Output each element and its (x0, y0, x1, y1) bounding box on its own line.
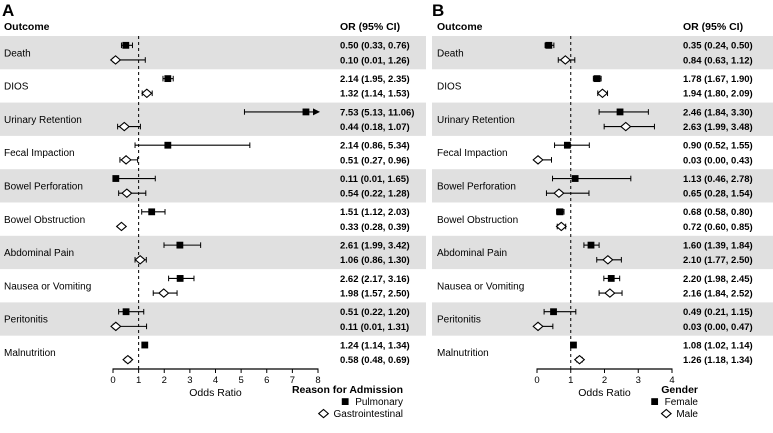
x-axis-tick-label: 3 (635, 375, 641, 386)
filled-square-marker (564, 142, 571, 149)
or-value: 0.33 (0.28, 0.39) (340, 221, 410, 233)
or-value: 0.51 (0.22, 1.20) (340, 307, 410, 319)
open-diamond-marker (662, 410, 672, 418)
or-value: 1.51 (1.12, 2.03) (340, 207, 410, 219)
filled-square-marker (572, 175, 579, 182)
filled-square-marker (176, 242, 183, 249)
or-value: 2.46 (1.84, 3.30) (683, 107, 753, 119)
x-axis-tick-label: 1 (568, 375, 574, 386)
filled-square-marker (303, 109, 310, 116)
open-diamond-marker (533, 156, 543, 164)
open-diamond-marker (121, 156, 131, 164)
filled-square-marker (148, 208, 155, 215)
filled-square-marker (177, 275, 184, 282)
open-diamond-marker (557, 222, 567, 230)
or-value: 1.24 (1.14, 1.34) (340, 340, 410, 352)
or-value: 2.62 (2.17, 3.16) (340, 273, 410, 285)
open-diamond-marker (117, 222, 127, 230)
or-value: 2.16 (1.84, 2.52) (683, 288, 753, 300)
or-value: 1.06 (0.86, 1.30) (340, 255, 410, 267)
x-axis-tick-label: 8 (315, 375, 321, 386)
or-value: 0.90 (0.52, 1.55) (683, 140, 753, 152)
filled-square-marker (164, 75, 171, 82)
or-column-header: OR (95% CI) (683, 21, 744, 33)
or-value: 1.60 (1.39, 1.84) (683, 240, 753, 252)
outcome-label: Urinary Retention (4, 114, 82, 126)
filled-square-marker (550, 308, 557, 315)
outcome-label: DIOS (4, 81, 29, 93)
outcome-label: Nausea or Vomiting (4, 281, 92, 293)
panel-b-forest-plot (430, 0, 773, 433)
filled-square-marker (608, 275, 615, 282)
outcome-column-header: Outcome (4, 21, 50, 33)
outcome-label: Bowel Perforation (437, 181, 516, 193)
outcome-column-header: Outcome (437, 21, 483, 33)
legend-entry-label: Male (676, 409, 698, 420)
open-diamond-marker (142, 89, 152, 97)
or-value: 0.50 (0.33, 0.76) (340, 40, 410, 52)
or-column-header: OR (95% CI) (340, 21, 401, 33)
panel-label: A (2, 1, 15, 20)
or-value: 0.68 (0.58, 0.80) (683, 207, 753, 219)
panel-label: B (432, 1, 445, 20)
filled-square-marker (617, 109, 624, 116)
outcome-label: Malnutrition (437, 347, 489, 359)
or-value: 1.94 (1.80, 2.09) (683, 88, 753, 100)
outcome-label: Bowel Obstruction (4, 214, 86, 226)
filled-square-marker (342, 398, 349, 405)
x-axis-tick-label: 4 (212, 375, 219, 386)
or-value: 2.14 (0.86, 5.34) (340, 140, 410, 152)
or-value: 0.10 (0.01, 1.26) (340, 55, 410, 67)
x-axis-tick-label: 0 (110, 375, 116, 386)
filled-square-marker (122, 42, 129, 49)
or-value: 1.98 (1.57, 2.50) (340, 288, 410, 300)
outcome-label: Malnutrition (4, 347, 56, 359)
or-value: 2.20 (1.98, 2.45) (683, 273, 753, 285)
filled-square-marker (141, 342, 148, 349)
x-axis-tick-label: 7 (289, 375, 296, 386)
or-value: 2.61 (1.99, 3.42) (340, 240, 410, 252)
or-value: 7.53 (5.13, 11.06) (340, 107, 415, 119)
or-value: 0.54 (0.22, 1.28) (340, 188, 410, 200)
filled-square-marker (651, 398, 658, 405)
outcome-label: Peritonitis (437, 314, 481, 326)
legend-entry-label: Female (664, 397, 698, 408)
outcome-label: Death (437, 48, 464, 60)
legend-entry-label: Pulmonary (355, 397, 403, 408)
or-value: 1.08 (1.02, 1.14) (683, 340, 753, 352)
or-value: 2.14 (1.95, 2.35) (340, 74, 410, 86)
or-value: 0.11 (0.01, 1.31) (340, 321, 410, 333)
x-axis-tick-label: 5 (238, 375, 244, 386)
or-value: 0.44 (0.18, 1.07) (340, 121, 410, 133)
x-axis-title: Odds Ratio (578, 387, 631, 399)
legend-entry-label: Gastrointestinal (333, 409, 403, 420)
open-diamond-marker (605, 289, 615, 297)
filled-square-marker (557, 208, 564, 215)
legend-title: Gender (661, 384, 698, 396)
or-value: 0.49 (0.21, 1.15) (683, 307, 753, 319)
outcome-label: DIOS (437, 81, 462, 93)
outcome-label: Death (4, 48, 31, 60)
open-diamond-marker (575, 356, 585, 364)
or-value: 0.72 (0.60, 0.85) (683, 221, 753, 233)
x-axis-tick-label: 1 (135, 375, 142, 386)
or-value: 0.84 (0.63, 1.12) (683, 55, 753, 67)
x-axis-tick-label: 2 (601, 375, 608, 386)
filled-square-marker (594, 75, 601, 82)
filled-square-marker (164, 142, 171, 149)
outcome-label: Bowel Obstruction (437, 214, 519, 226)
or-value: 2.63 (1.99, 3.48) (683, 121, 753, 133)
x-axis-tick-label: 2 (161, 375, 167, 386)
open-diamond-marker (319, 410, 329, 418)
or-value: 0.58 (0.48, 0.69) (340, 355, 410, 367)
filled-square-marker (545, 42, 552, 49)
outcome-label: Urinary Retention (437, 114, 515, 126)
or-value: 0.51 (0.27, 0.96) (340, 155, 410, 167)
x-axis-tick-label: 3 (187, 375, 193, 386)
or-value: 1.13 (0.46, 2.78) (683, 173, 753, 185)
open-diamond-marker (159, 289, 169, 297)
outcome-label: Peritonitis (4, 314, 48, 326)
or-value: 0.11 (0.01, 1.65) (340, 173, 410, 185)
or-value: 1.32 (1.14, 1.53) (340, 88, 410, 100)
outcome-label: Fecal Impaction (437, 148, 508, 160)
outcome-label: Abdominal Pain (4, 248, 75, 260)
x-axis-tick-label: 4 (669, 375, 675, 386)
outcome-label: Bowel Perforation (4, 181, 83, 193)
outcome-label: Abdominal Pain (437, 248, 508, 260)
open-diamond-marker (598, 89, 608, 97)
or-value: 0.03 (0.00, 0.43) (683, 155, 753, 167)
filled-square-marker (123, 308, 130, 315)
filled-square-marker (570, 342, 577, 349)
x-axis-tick-label: 6 (264, 375, 270, 386)
or-value: 1.26 (1.18, 1.34) (683, 355, 753, 367)
outcome-label: Nausea or Vomiting (437, 281, 525, 293)
x-axis-tick-label: 0 (534, 375, 540, 386)
or-value: 2.10 (1.77, 2.50) (683, 255, 753, 267)
legend-title: Reason for Admission (291, 384, 403, 396)
outcome-label: Fecal Impaction (4, 148, 75, 160)
filled-square-marker (588, 242, 595, 249)
x-axis-title: Odds Ratio (189, 387, 242, 399)
filled-square-marker (112, 175, 119, 182)
or-value: 0.65 (0.28, 1.54) (683, 188, 753, 200)
or-value: 0.35 (0.24, 0.50) (683, 40, 753, 52)
or-value: 1.78 (1.67, 1.90) (683, 74, 753, 86)
or-value: 0.03 (0.00, 0.47) (683, 321, 753, 333)
open-diamond-marker (123, 356, 133, 364)
